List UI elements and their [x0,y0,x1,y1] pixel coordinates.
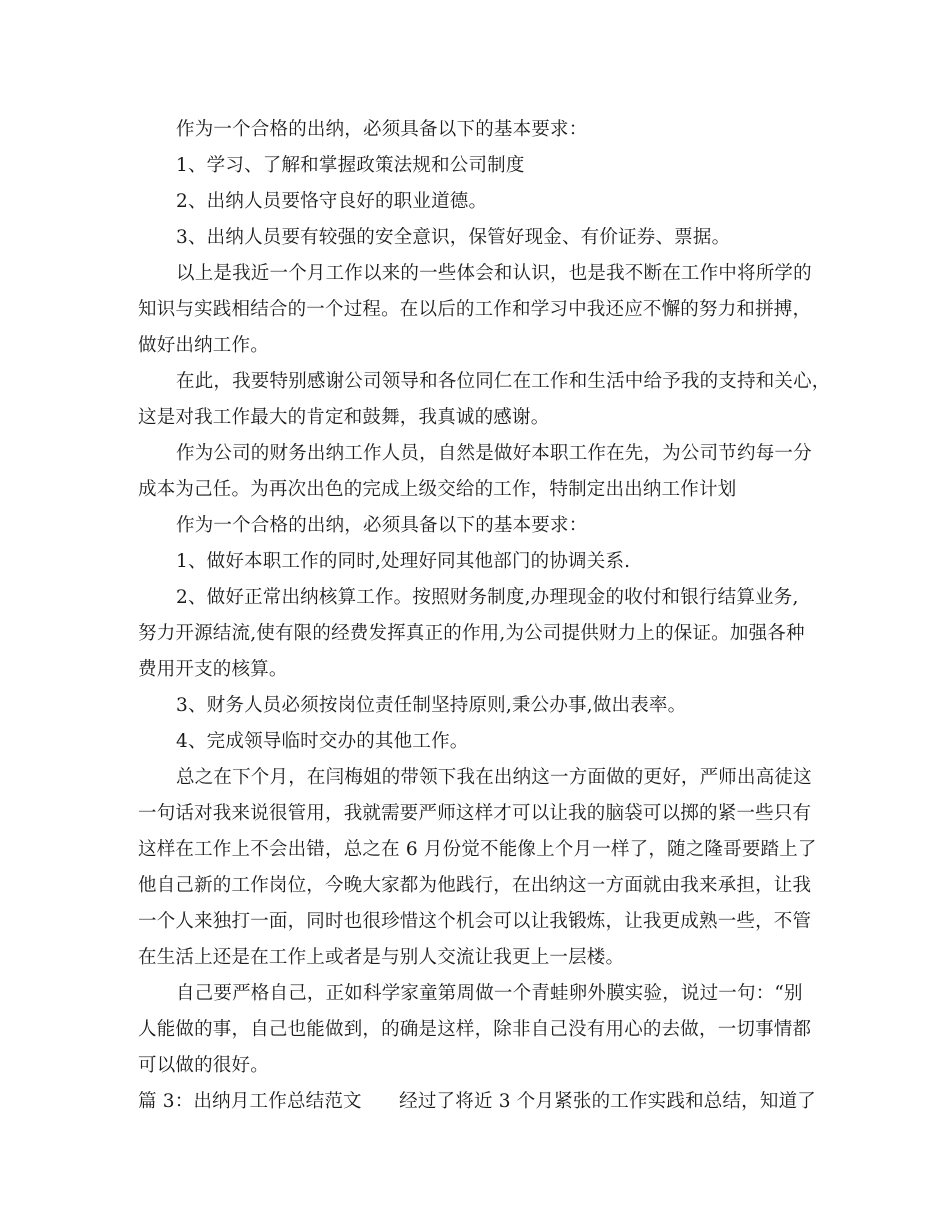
text-line: 这是对我工作最大的肯定和鼓舞，我真诚的感谢。 [138,407,550,428]
text-line: 人能做的事，自己也能做到，的确是这样，除非自己没有用心的去做，一切事情都 [138,1019,812,1040]
text-line: 2、做好正常出纳核算工作。按照财务制度,办理现金的收付和银行结算业务, [176,587,799,608]
text-line: 做好出纳工作。 [138,335,269,356]
text-line: 3、出纳人员要有较强的安全意识，保管好现金、有价证券、票据。 [176,227,731,248]
text-line: 成本为己任。为再次出色的完成上级交给的工作，特制定出出纳工作计划 [138,479,737,500]
text-line: 作为一个合格的出纳，必须具备以下的基本要求： [176,119,588,140]
text-line: 在此，我要特别感谢公司领导和各位同仁在工作和生活中给予我的支持和关心， [176,371,831,392]
text-line: 3、财务人员必须按岗位责任制坚持原则,秉公办事,做出表率。 [176,695,687,716]
text-line: 一个人来独打一面，同时也很珍惜这个机会可以让我锻炼，让我更成熟一些，不管 [138,911,812,932]
text-line: 自己要严格自己，正如科学家童第周做一个青蛙卵外膜实验，说过一句：“别 [176,983,803,1004]
text-line: 2、出纳人员要恪守良好的职业道德。 [176,191,488,212]
text-line: 作为一个合格的出纳，必须具备以下的基本要求： [176,515,588,536]
text-line: 一句话对我来说很管用，我就需要严师这样才可以让我的脑袋可以掷的紧一些只有 [138,803,812,824]
text-line: 努力开源结流,使有限的经费发挥真正的作用,为公司提供财力上的保证。加强各种 [138,623,805,644]
text-line: 可以做的很好。 [138,1055,269,1076]
text-line: 总之在下个月，在闫梅姐的带领下我在出纳这一方面做的更好，严师出高徒这 [176,767,812,788]
text-line: 1、做好本职工作的同时,处理好同其他部门的协调关系. [176,551,631,572]
section-heading-line: 篇 3：出纳月工作总结范文 经过了将近 3 个月紧张的工作实践和总结，知道了 [138,1091,816,1112]
text-line: 以上是我近一个月工作以来的一些体会和认识，也是我不断在工作中将所学的 [176,263,812,284]
text-line: 4、完成领导临时交办的其他工作。 [176,731,469,752]
text-line: 费用开支的核算。 [138,659,288,680]
text-line: 作为公司的财务出纳工作人员，自然是做好本职工作在先，为公司节约每一分 [176,443,812,464]
text-line: 他自己新的工作岗位，今晚大家都为他践行，在出纳这一方面就由我来承担，让我 [138,875,812,896]
text-line: 在生活上还是在工作上或者是与别人交流让我更上一层楼。 [138,947,625,968]
text-line: 知识与实践相结合的一个过程。在以后的工作和学习中我还应不懈的努力和拼搏， [138,299,812,320]
text-line: 这样在工作上不会出错，总之在 6 月份觉不能像上个月一样了，随之隆哥要踏上了 [138,839,817,860]
text-line: 1、学习、了解和掌握政策法规和公司制度 [176,155,525,176]
